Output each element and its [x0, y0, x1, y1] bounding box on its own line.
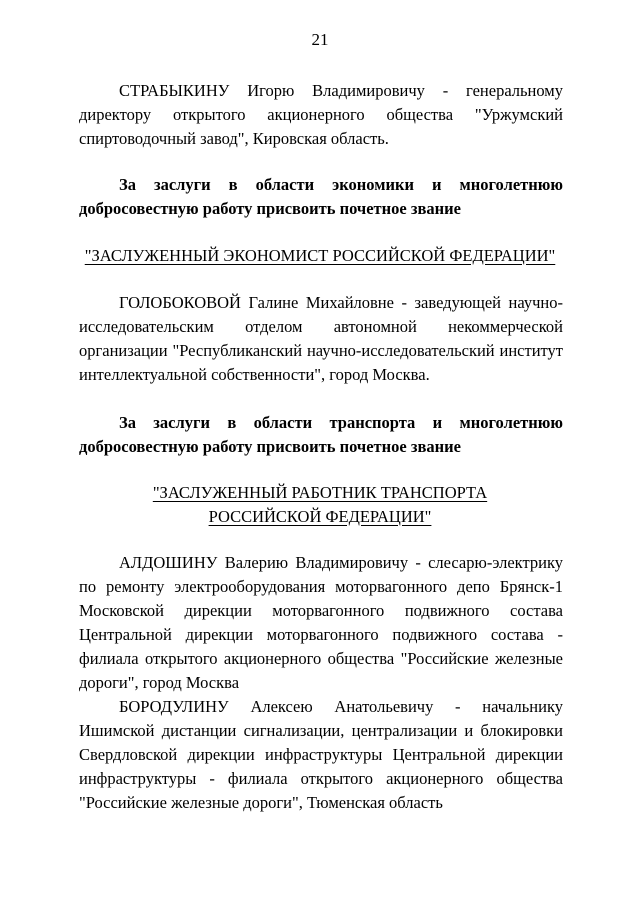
- award-resolution-economy: За заслуги в области экономики и многолетнюю добросовестную работу присвоить почетное звание: [79, 175, 563, 218]
- honorary-title-transport-line2-text: РОССИЙСКОЙ ФЕДЕРАЦИИ": [208, 507, 432, 526]
- honorary-title-transport-line1-text: "ЗАСЛУЖЕННЫЙ РАБОТНИК ТРАНСПОРТА: [152, 483, 488, 502]
- page-number: 21: [311, 30, 329, 49]
- honorary-title-transport-line1: [0, 481, 640, 505]
- honorary-title-economist: [0, 244, 640, 268]
- award-entry-golobokova: ГОЛОБОКОВОЙ Галине Михайловне - заведующей научно-исследовательским отделом автономной некоммерческой организации "Республиканский научно-исследовательский институт интеллектуальной собственности", город Москва.: [79, 293, 563, 384]
- award-entry-strabykin: СТРАБЫКИНУ Игорю Владимировичу - генеральному директору открытого акционерного общества "Уржумский спиртоводочный завод", Кировская область.: [79, 81, 563, 148]
- award-resolution-transport: За заслуги в области транспорта и многолетнюю добросовестную работу присвоить почетное звание: [79, 413, 563, 456]
- award-entry-aldoshin: АЛДОШИНУ Валерию Владимировичу - слесарю-электрику по ремонту электрооборудования моторвагонного депо Брянск-1 Московской дирекции моторвагонного подвижного состава Центральной дирекции моторвагонного подвижного состава - филиала открытого акционерного общества "Российские железные дороги", город Москва: [79, 553, 563, 692]
- award-entry-borodulin: БОРОДУЛИНУ Алексею Анатольевичу - начальнику Ишимской дистанции сигнализации, централизации и блокировки Свердловской дирекции инфраструктуры Центральной дирекции инфраструктуры - филиала открытого акционерного общества "Российские железные дороги", Тюменская область: [79, 697, 563, 812]
- honorary-title-transport-line2: [0, 505, 640, 529]
- honorary-title-economist-text: "ЗАСЛУЖЕННЫЙ ЭКОНОМИСТ РОССИЙСКОЙ ФЕДЕРАЦИИ": [84, 246, 556, 265]
